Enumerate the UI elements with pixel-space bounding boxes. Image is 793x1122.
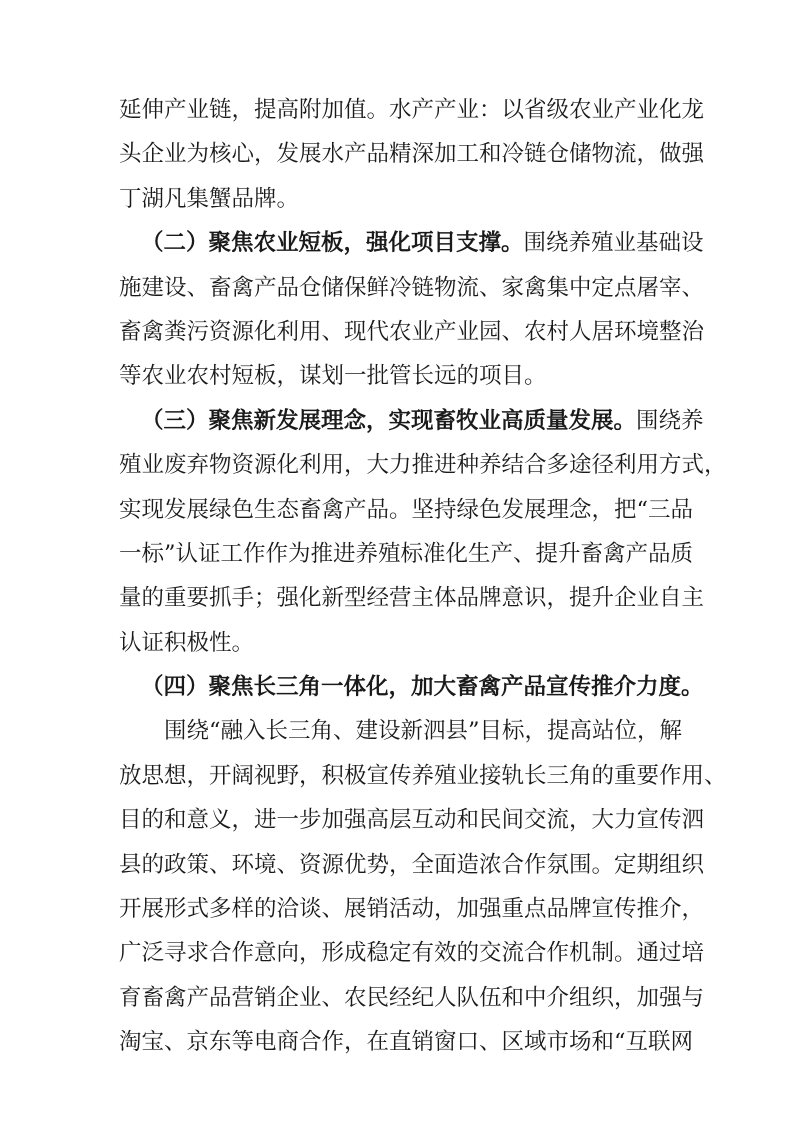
paragraph-line: 殖业废弃物资源化利用，大力推进种养结合多途径利用方式， <box>119 452 727 479</box>
paragraph-line: 实现发展绿色生态畜禽产品。坚持绿色发展理念，把“三品 <box>119 496 694 523</box>
paragraph-line: 县的政策、环境、资源优势，全面造浓合作氛围。定期组织 <box>119 851 705 878</box>
section-text: 围绕养殖业基础设 <box>523 230 704 257</box>
paragraph-line: 畜禽粪污资源化利用、现代农业产业园、农村人居环境整治 <box>119 318 705 345</box>
paragraph-line: 育畜禽产品营销企业、农民经纪人队伍和中介组织，加强与 <box>119 984 705 1011</box>
paragraph-line: 施建设、畜禽产品仓储保鲜冷链物流、家禽集中定点屠宰、 <box>119 274 705 301</box>
paragraph-line: 放思想，开阔视野，积极宣传养殖业接轨长三角的重要作用、 <box>119 762 727 789</box>
paragraph-line: 一标”认证工作作为推进养殖标准化生产、提升畜禽产品质 <box>119 540 694 567</box>
paragraph-line: 丁湖凡集蟹品牌。 <box>119 185 300 212</box>
paragraph-line: 广泛寻求合作意向，形成稳定有效的交流合作机制。通过培 <box>119 940 705 967</box>
section-heading-line <box>119 221 704 265</box>
paragraph-line: 量的重要抓手；强化新型经营主体品牌意识，提升企业自主 <box>119 585 705 612</box>
paragraph-line: 开展形式多样的洽谈、展销活动，加强重点品牌宣传推介， <box>119 896 705 923</box>
paragraph-line: 延伸产业链，提高附加值。水产产业：以省级农业产业化龙 <box>119 97 705 123</box>
section-heading: （三）聚焦新发展理念，实现畜牧业高质量发展。 <box>141 407 637 434</box>
section-heading: （二）聚焦农业短板，强化项目支撑。 <box>141 230 524 257</box>
paragraph-line: 目的和意义，进一步加强高层互动和民间交流，大力宣传泗 <box>119 807 705 834</box>
paragraph-line: 头企业为核心，发展水产品精深加工和冷链仓储物流，做强 <box>119 141 705 168</box>
paragraph-line: 围绕“融入长三角、建设新泗县”目标，提高站位，解 <box>164 718 683 745</box>
section-heading-line <box>119 665 704 709</box>
document-body <box>119 88 727 1065</box>
section-heading-line <box>119 399 704 443</box>
section-heading: （四）聚焦长三角一体化，加大畜禽产品宣传推介力度。 <box>141 674 704 701</box>
paragraph-line: 认证积极性。 <box>119 629 255 656</box>
paragraph-line: 等农业农村短板，谋划一批管长远的项目。 <box>119 363 547 390</box>
section-text: 围绕养 <box>636 407 704 434</box>
paragraph-line: 淘宝、京东等电商合作，在直销窗口、区域市场和“互联网 <box>119 1029 694 1056</box>
